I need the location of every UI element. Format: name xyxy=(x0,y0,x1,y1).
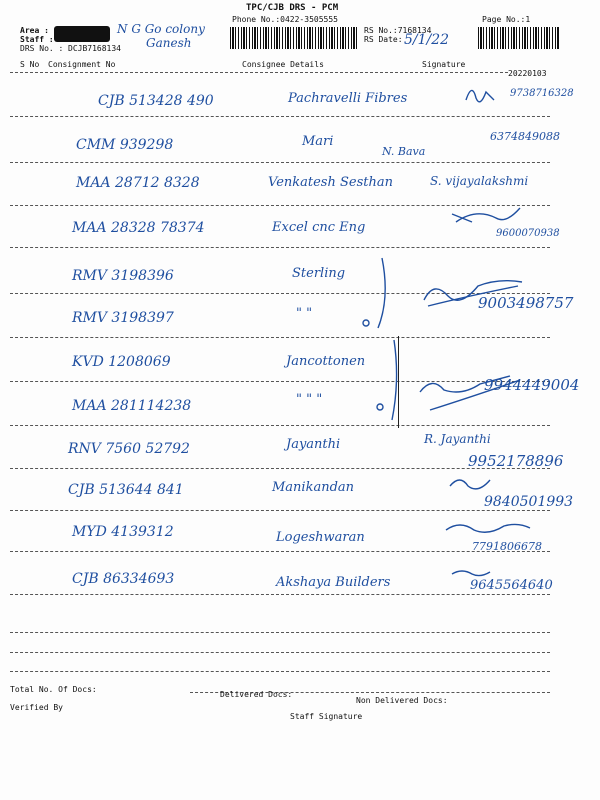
total-docs-label: Total No. Of Docs: xyxy=(10,685,97,694)
consignment-no: RMV 3198397 xyxy=(72,310,174,326)
consignment-no: MAA 28712 8328 xyxy=(76,175,200,191)
non-delivered-docs-label: Non Delivered Docs: xyxy=(356,696,448,705)
drs-no-value: DCJB7168134 xyxy=(68,44,121,53)
bracket-mark xyxy=(392,340,397,420)
signature-scribble xyxy=(450,480,490,489)
staff-label: Staff : xyxy=(20,35,54,44)
receiver-phone: 9600070938 xyxy=(496,228,560,239)
receiver-name: R. Jayanthi xyxy=(424,432,491,446)
signature-scribble xyxy=(424,281,522,301)
receiver-phone: 6374849088 xyxy=(490,130,560,143)
signature-scribble xyxy=(420,376,510,392)
receiver-phone: 9840501993 xyxy=(484,494,574,510)
consignment-no: CMM 939298 xyxy=(76,137,174,153)
consignment-no: CJB 513428 490 xyxy=(98,93,214,109)
consignee-name: Sterling xyxy=(292,266,346,281)
verified-by-label: Verified By xyxy=(10,703,63,712)
consignment-no: RMV 3198396 xyxy=(72,268,174,284)
receiver-phone: 9738716328 xyxy=(510,88,574,99)
receiver-phone: 9944449004 xyxy=(484,376,580,394)
col-signature: Signature xyxy=(422,60,466,69)
consignee-name: Jayanthi xyxy=(286,437,341,452)
rs-number: RS No.:7168134 xyxy=(364,26,432,35)
consignee-name: Pachravelli Fibres xyxy=(288,91,408,106)
consignment-no: KVD 1208069 xyxy=(72,354,171,370)
area-label: Area : xyxy=(20,26,49,35)
consignment-no: RNV 7560 52792 xyxy=(68,441,190,457)
page-number: Page No.:1 xyxy=(482,15,531,24)
receiver-phone: 9645564640 xyxy=(470,578,553,593)
consignee-name: Venkatesh Sesthan xyxy=(268,175,393,190)
consignment-no: MAA 281114238 xyxy=(72,398,192,414)
consignee-name: Mari xyxy=(302,134,334,149)
rs-date-handwritten: 5/1/22 xyxy=(404,32,450,48)
receiver-phone: 9952178896 xyxy=(468,452,564,470)
signature-scribble xyxy=(428,286,518,306)
consignee-name: " " xyxy=(296,306,313,321)
receiver-name: N. Bava xyxy=(382,145,426,158)
signature-scribble xyxy=(430,380,520,410)
bracket-mark xyxy=(378,258,385,328)
signature-scribble xyxy=(446,524,530,532)
consignee-name: Jancottonen xyxy=(286,354,366,369)
consignee-name: Manikandan xyxy=(272,480,355,495)
consignee-name: Akshaya Builders xyxy=(276,575,391,590)
date-code: 20220103 xyxy=(508,69,547,78)
ditto-circle xyxy=(377,404,383,410)
rs-date-label: RS Date: xyxy=(364,35,403,44)
staff-signature-label: Staff Signature xyxy=(290,712,363,721)
col-sno: S No xyxy=(20,60,40,69)
ditto-circle xyxy=(363,320,369,326)
consignee-name: Logeshwaran xyxy=(276,530,365,545)
signature-scribble xyxy=(452,571,490,576)
document-title: TPC/CJB DRS - PCM xyxy=(246,3,339,13)
consignment-no: CJB 86334693 xyxy=(72,571,175,587)
receiver-phone: 9003498757 xyxy=(478,294,574,312)
col-consignee: Consignee Details xyxy=(242,60,324,69)
delivered-docs-label: Delivered Docs: xyxy=(220,690,293,699)
consignee-name: Excel cnc Eng xyxy=(272,220,366,235)
consignee-name: " " " xyxy=(296,392,323,407)
consignment-no: MAA 28328 78374 xyxy=(72,220,205,236)
drs-no-label: DRS No. : xyxy=(20,44,64,53)
receiver-phone: 7791806678 xyxy=(472,540,542,553)
staff-handwritten: Ganesh xyxy=(146,36,192,50)
vertical-divider-mark xyxy=(398,336,399,428)
receiver-name: S. vijayalakshmi xyxy=(430,174,529,188)
signature-scribble xyxy=(466,90,494,101)
consignment-no: CJB 513644 841 xyxy=(68,482,184,498)
consignment-no: MYD 4139312 xyxy=(72,524,174,540)
phone-number: Phone No.:0422-3505555 xyxy=(232,15,338,24)
area-handwritten: N G Go colony xyxy=(117,22,205,36)
col-consignment: Consignment No xyxy=(48,60,116,69)
